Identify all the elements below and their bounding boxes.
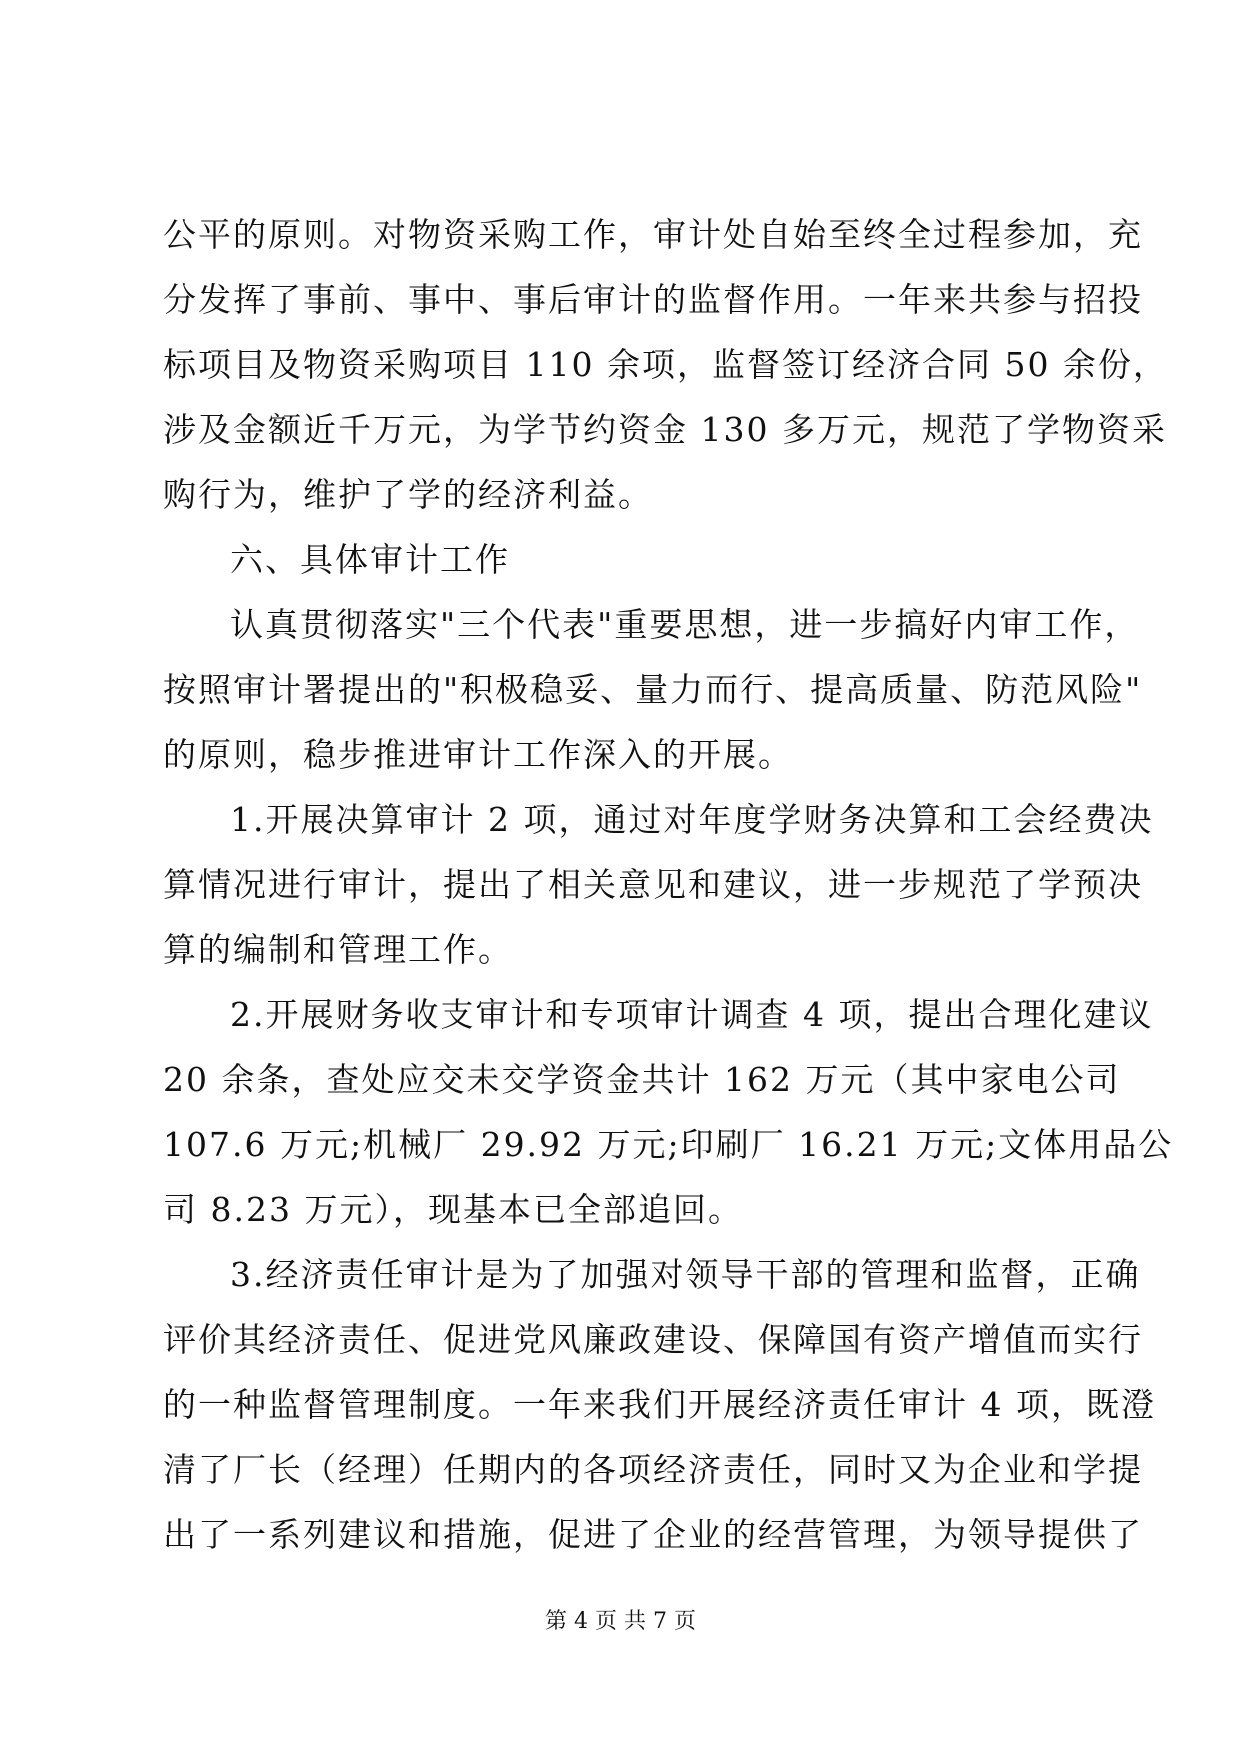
text-line: 1.开展决算审计 2 项，通过对年度学财务决算和工会经费决 [230, 800, 1154, 839]
text-line: 2.开展财务收支审计和专项审计调查 4 项，提出合理化建议 [230, 995, 1154, 1034]
text-line: 的原则，稳步推进审计工作深入的开展。 [163, 735, 793, 774]
text-line: 涉及金额近千万元，为学节约资金 130 多万元，规范了学物资采 [163, 410, 1167, 449]
section-heading: 六、具体审计工作 [230, 540, 510, 579]
text-line: 3.经济责任审计是为了加强对领导干部的管理和监督，正确 [230, 1255, 1141, 1294]
text-line: 认真贯彻落实"三个代表"重要思想，进一步搞好内审工作， [230, 605, 1140, 644]
page-number-footer: 第 4 页 共 7 页 [545, 1609, 696, 1634]
text-line: 购行为，维护了学的经济利益。 [163, 475, 653, 514]
text-line: 司 8.23 万元），现基本已全部追回。 [163, 1190, 743, 1229]
text-line: 的一种监督管理制度。一年来我们开展经济责任审计 4 项，既澄 [163, 1385, 1156, 1424]
text-line: 标项目及物资采购项目 110 余项，监督签订经济合同 50 余份， [163, 345, 1168, 384]
text-line: 算的编制和管理工作。 [163, 930, 513, 969]
text-line: 清了厂长（经理）任期内的各项经济责任，同时又为企业和学提 [163, 1450, 1143, 1489]
text-line: 公平的原则。对物资采购工作，审计处自始至终全过程参加，充 [163, 215, 1143, 254]
text-line: 按照审计署提出的"积极稳妥、量力而行、提高质量、防范风险" [163, 670, 1143, 709]
text-line: 107.6 万元;机械厂 29.92 万元;印刷厂 16.21 万元;文体用品公 [163, 1125, 1174, 1164]
text-line: 分发挥了事前、事中、事后审计的监督作用。一年来共参与招投 [163, 280, 1143, 319]
text-line: 评价其经济责任、促进党风廉政建设、保障国有资产增值而实行 [163, 1320, 1143, 1359]
text-line: 20 余条，查处应交未交学资金共计 162 万元（其中家电公司 [163, 1060, 1121, 1099]
text-line: 算情况进行审计，提出了相关意见和建议，进一步规范了学预决 [163, 865, 1143, 904]
text-line: 出了一系列建议和措施，促进了企业的经营管理，为领导提供了 [163, 1515, 1143, 1554]
